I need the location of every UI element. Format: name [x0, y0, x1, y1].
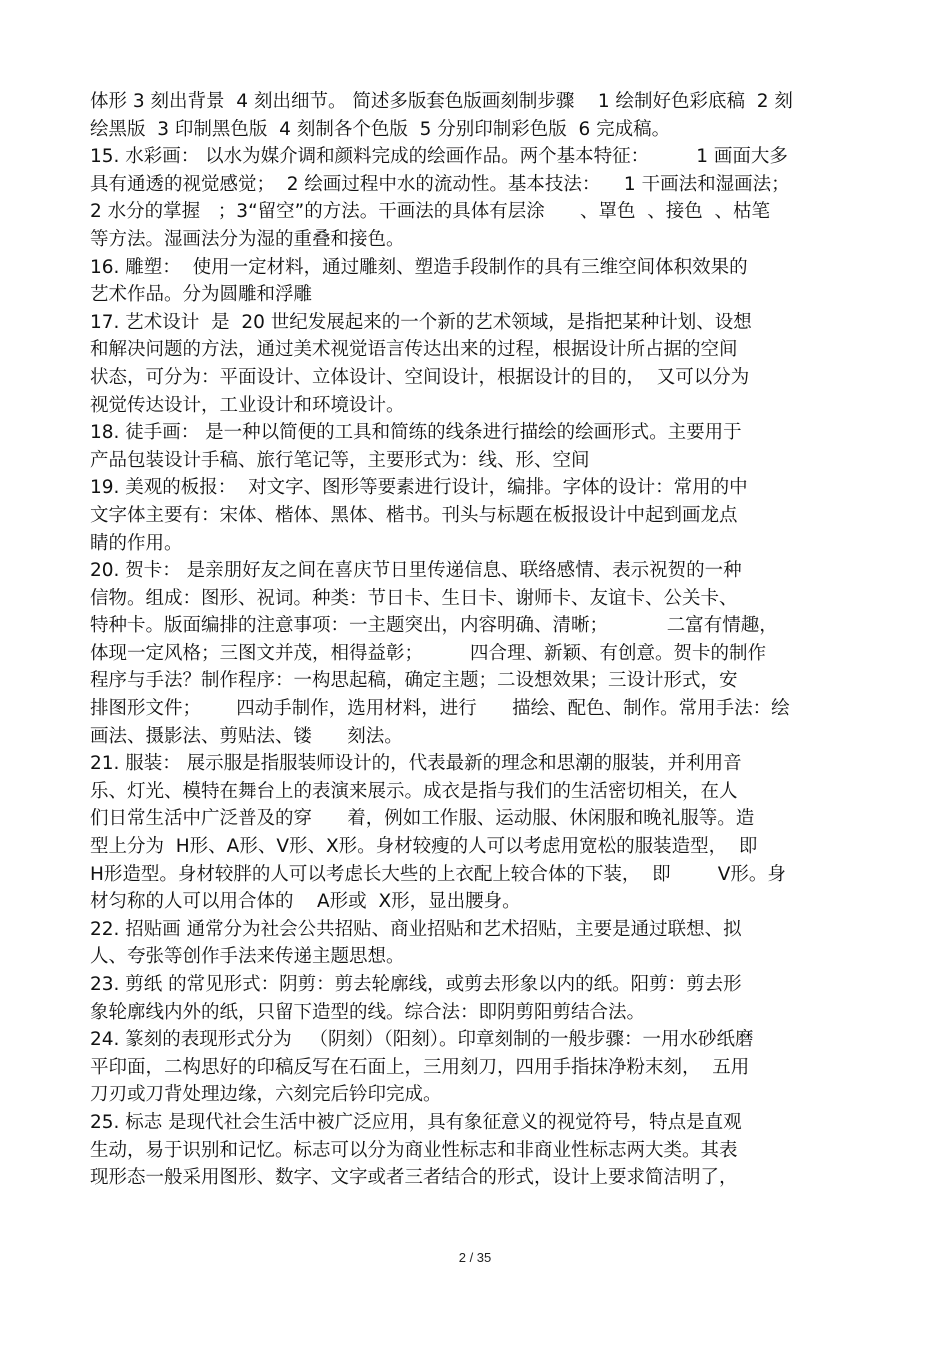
text-line: 产品包装设计手稿、旅行笔记等，主要形式为：线、形、空间 — [90, 449, 590, 471]
text-line: 17. 艺术设计 是 20 世纪发展起来的一个新的艺术领域，是指把某种计划、设想 — [90, 311, 752, 333]
text-line: 现形态一般采用图形、数字、文字或者三者结合的形式，设计上要求简洁明了， — [90, 1167, 738, 1189]
text-line: 人、夸张等创作手法来传递主题思想。 — [90, 946, 405, 968]
text-line: 乐、灯光、模特在舞台上的表演来展示。成衣是指与我们的生活密切相关，在人 — [90, 780, 738, 802]
text-line: 24. 篆刻的表现形式分为 （阴刻）（阳刻）。印章刻制的一般步骤：一用水砂纸磨 — [90, 1029, 754, 1051]
text-line: 22. 招贴画 通常分为社会公共招贴、商业招贴和艺术招贴，主要是通过联想、拟 — [90, 918, 742, 940]
text-line: 画法、摄影法、剪贴法、镂 刻法。 — [90, 725, 403, 747]
text-line: 体现一定风格；三图文并茂，相得益彰； 四合理、新颖、有创意。贺卡的制作 — [90, 642, 767, 664]
text-line: 特种卡。版面编排的注意事项：一主题突出，内容明确、清晰； 二富有情趣， — [90, 615, 778, 637]
text-line: 23. 剪纸 的常见形式：阴剪：剪去轮廓线，或剪去形象以内的纸。阳剪：剪去形 — [90, 974, 742, 995]
text-line: 25. 标志 是现代社会生活中被广泛应用，具有象征意义的视觉符号，特点是直观 — [90, 1111, 742, 1133]
text-line: 象轮廓线内外的纸，只留下造型的线。综合法：即阴剪阳剪结合法。 — [90, 1001, 646, 1023]
text-line: 18. 徒手画： 是一种以简便的工具和简练的线条进行描绘的绘画形式。主要用于 — [90, 422, 742, 444]
text-line: H形造型。身材较胖的人可以考虑长大些的上衣配上较合体的下装， 即 V形。身 — [90, 863, 786, 885]
text-line: 体形 3 刻出背景 4 刻出细节。 简述多版套色版画刻制步骤 1 绘制好色彩底稿 2 刻 — [90, 91, 793, 112]
text-line: 材匀称的人可以用合体的 A形或 X形，显出腰身。 — [90, 891, 521, 913]
text-line: 艺术作品。分为圆雕和浮雕 — [90, 284, 313, 306]
text-line: 状态，可分为：平面设计、立体设计、空间设计，根据设计的目的， 又可以分为 — [90, 366, 750, 388]
text-line: 型上分为 H形、A形、V形、X形。身材较瘦的人可以考虑用宽松的服装造型， 即 — [90, 836, 758, 858]
text-line: 排图形文件； 四动手制作，选用材料，进行 描绘、配色、制作。常用手法：绘 — [90, 698, 790, 720]
text-line: 睛的作用。 — [90, 532, 183, 554]
text-line: 生动，易于识别和记忆。标志可以分为商业性标志和非商业性标志两大类。其表 — [90, 1139, 738, 1161]
text-line: 16. 雕塑： 使用一定材料，通过雕刻、塑造手段制作的具有三维空间体积效果的 — [90, 256, 748, 278]
text-line: 信物。组成：图形、祝词。种类：节日卡、生日卡、谢师卡、友谊卡、公关卡、 — [90, 587, 738, 609]
text-line: 等方法。湿画法分为湿的重叠和接色。 — [90, 228, 405, 250]
text-line: 和解决问题的方法，通过美术视觉语言传达出来的过程，根据设计所占据的空间 — [90, 339, 738, 361]
text-line: 21. 服装： 展示服是指服装师设计的，代表最新的理念和思潮的服装，并利用音 — [90, 753, 742, 775]
text-line: 们日常生活中广泛普及的穿 着，例如工作服、运动服、休闲服和晚礼服等。造 — [90, 808, 755, 830]
text-line: 具有通透的视觉感觉； 2 绘画过程中水的流动性。基本技法： 1 干画法和湿画法； — [90, 173, 790, 195]
text-line: 19. 美观的板报： 对文字、图形等要素进行设计，编排。字体的设计：常用的中 — [90, 477, 748, 499]
text-line: 20. 贺卡： 是亲朋好友之间在喜庆节日里传递信息、联络感情、表示祝贺的一种 — [90, 560, 742, 582]
text-line: 视觉传达设计，工业设计和环境设计。 — [90, 394, 405, 416]
text-line: 平印面，二构思好的印稿反写在石面上，三用刻刀，四用手指抹净粉末刻， 五用 — [90, 1056, 750, 1078]
text-line: 2 水分的掌握 ；3“留空”的方法。干画法的具体有层涂 、罩色 、接色 、枯笔 — [90, 201, 771, 223]
text-line: 绘黑版 3 印制黑色版 4 刻制各个色版 5 分别印制彩色版 6 完成稿。 — [90, 118, 671, 140]
document-body — [90, 88, 870, 1192]
text-line: 文字体主要有：宋体、楷体、黑体、楷书。刊头与标题在板报设计中起到画龙点 — [90, 504, 738, 526]
text-line: 15. 水彩画： 以水为媒介调和颜料完成的绘画作品。两个基本特征： 1 画面大多 — [90, 146, 788, 168]
text-line: 程序与手法？制作程序：一构思起稿，确定主题；二设想效果；三设计形式，安 — [90, 670, 738, 692]
text-line: 刀刃或刀背处理边缘，六刻完后钤印完成。 — [90, 1084, 442, 1106]
page-number: 2 / 35 — [458, 1250, 492, 1265]
